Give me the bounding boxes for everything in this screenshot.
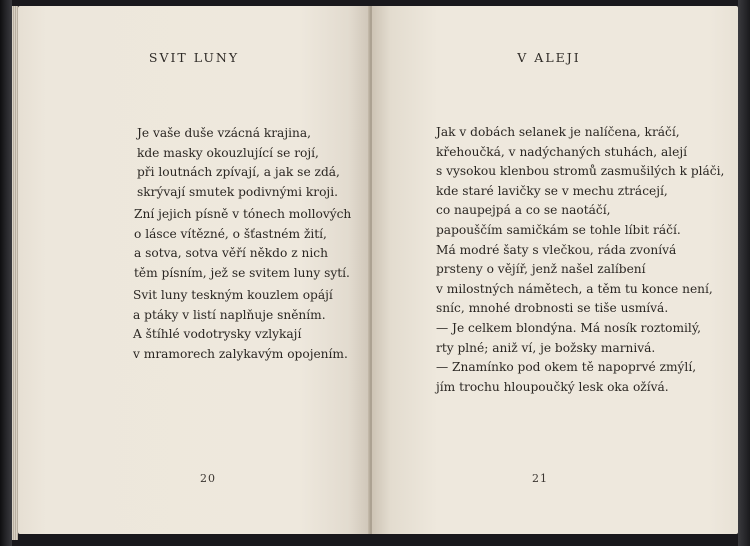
poem-line: s vysokou klenbou stromů zasmušilých k pláči, bbox=[436, 164, 725, 179]
left-stanza-1 bbox=[137, 124, 340, 202]
poem-line: těm písním, jež se svitem luny sytí. bbox=[134, 265, 350, 280]
poem-line: rty plné; aniž ví, je božsky marnivá. bbox=[436, 340, 656, 355]
poem-line: kde masky okouzlující se rojí, bbox=[137, 145, 319, 160]
book-cover-left-edge bbox=[0, 0, 12, 546]
poem-line: Má modré šaty s vlečkou, ráda zvonívá bbox=[436, 242, 677, 257]
left-page-title: SVIT LUNY bbox=[148, 50, 240, 65]
left-page bbox=[18, 6, 370, 534]
right-page-number: 21 bbox=[532, 472, 548, 485]
right-page-title: V ALEJI bbox=[517, 50, 581, 65]
poem-line: v milostných námětech, a těm tu konce není, bbox=[436, 281, 713, 296]
poem-line: co naupejpá a co se naotáčí, bbox=[436, 203, 611, 218]
poem-line: — Je celkem blondýna. Má nosík roztomilý, bbox=[436, 320, 701, 335]
poem-line: A štíhlé vodotrysky vzlykají bbox=[133, 327, 302, 342]
poem-line: křehoučká, v nadýchaných stuhách, alejí bbox=[436, 144, 688, 159]
poem-line: při loutnách zpívají, a jak se zdá, bbox=[137, 165, 340, 180]
left-stanza-2 bbox=[134, 205, 351, 283]
poem-line: — Znamínko pod okem tě napoprvé zmýlí, bbox=[436, 360, 697, 375]
poem-line: a sotva, sotva věří někdo z nich bbox=[134, 246, 328, 261]
poem-line: sníc, mnohé drobnosti se tiše usmívá. bbox=[436, 301, 669, 316]
right-page bbox=[372, 6, 738, 534]
poem-line: Jak v dobách selanek je nalíčena, kráčí, bbox=[436, 125, 680, 139]
left-stanza-3 bbox=[133, 286, 348, 364]
poem-line: papouščím samičkám se tohle líbit ráčí. bbox=[436, 222, 681, 237]
poem-line: Svit luny teskným kouzlem opájí bbox=[133, 288, 333, 302]
poem-line: a ptáky v listí naplňuje sněním. bbox=[133, 307, 326, 322]
poem-line: jím trochu hloupoučký lesk oka ožívá. bbox=[436, 379, 669, 394]
poem-line: v mramorech zalykavým opojením. bbox=[133, 346, 348, 361]
book-cover-right-edge bbox=[738, 0, 750, 546]
left-page-number: 20 bbox=[200, 472, 216, 485]
poem-line: Zní jejich písně v tónech mollových bbox=[134, 207, 352, 221]
poem-line: kde staré lavičky se v mechu ztrácejí, bbox=[436, 183, 668, 198]
right-poem bbox=[436, 123, 724, 397]
poem-line: o lásce vítězné, o šťastném žití, bbox=[134, 226, 327, 241]
poem-line: skrývají smutek podivnými kroji. bbox=[137, 184, 338, 199]
poem-line: prsteny o vějíř, jenž našel zalíbení bbox=[436, 262, 646, 277]
poem-line: Je vaše duše vzácná krajina, bbox=[137, 126, 311, 140]
